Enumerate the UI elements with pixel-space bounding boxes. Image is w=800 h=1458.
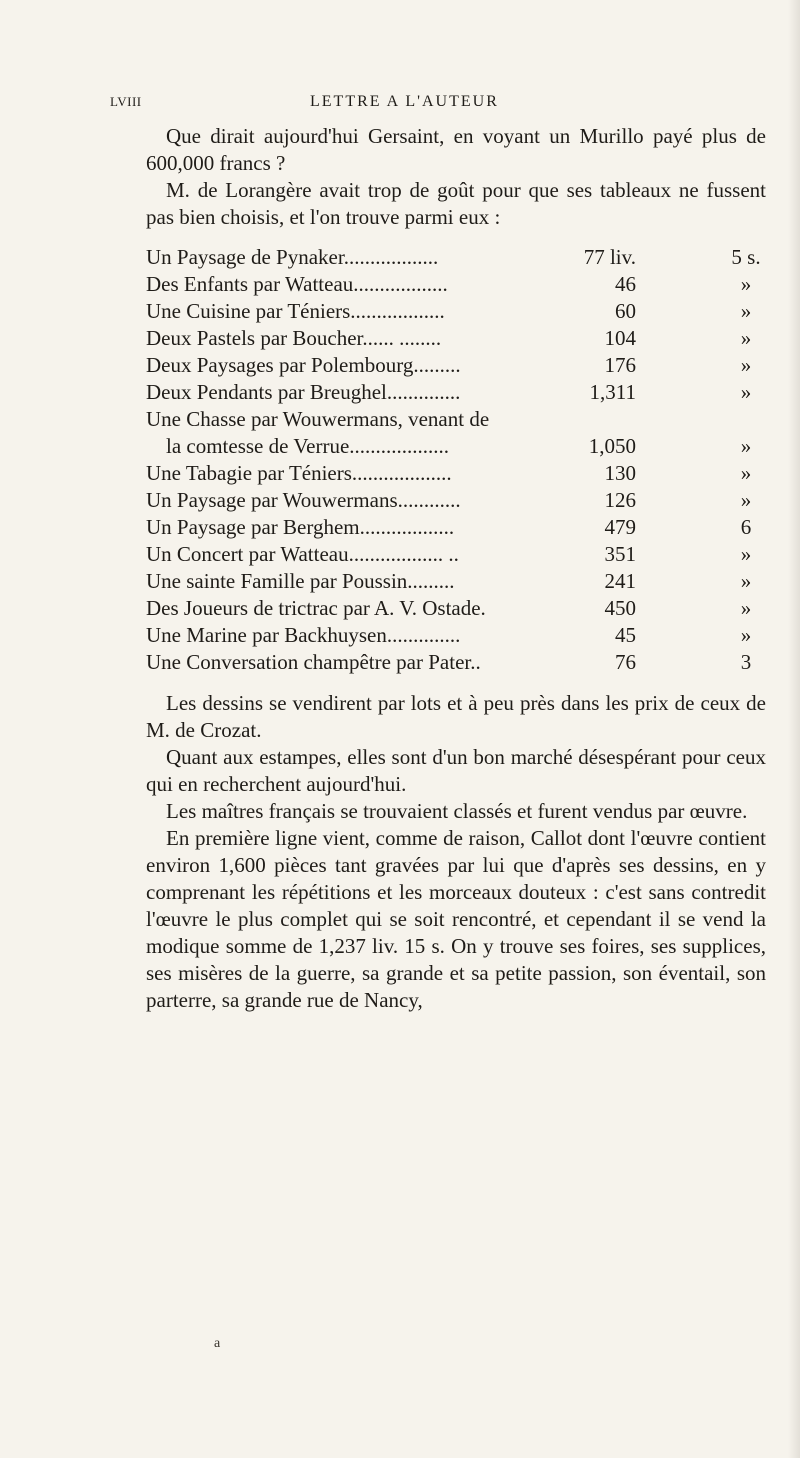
price-row xyxy=(146,244,766,271)
price-row xyxy=(146,379,766,406)
page-edge-shadow xyxy=(788,0,800,1458)
price-livres: 46 xyxy=(615,272,636,296)
artwork-name: Une Conversation champêtre par Pater.. xyxy=(146,650,481,674)
price-sous: » xyxy=(740,461,752,485)
artwork-name: Un Paysage par Wouwermans............ xyxy=(146,488,461,512)
artwork-name-line1: Une Chasse par Wouwermans, venant de xyxy=(146,407,490,431)
price-row xyxy=(146,352,766,379)
price-row xyxy=(146,271,766,298)
paragraph: Quant aux estampes, elles sont d'un bon marché désespérant pour ceux qui en recherchent aujourd'hui. xyxy=(146,745,766,796)
artwork-name: Un Paysage de Pynaker.................. xyxy=(146,245,439,269)
artwork-name xyxy=(146,406,586,460)
paragraph: Les dessins se vendirent par lots et à peu près dans les prix de ceux de M. de Crozat. xyxy=(146,691,766,742)
price-livres: 45 xyxy=(615,623,636,647)
artwork-name: Un Paysage par Berghem.................. xyxy=(146,515,455,539)
price-sous: 3 xyxy=(740,650,752,674)
artwork-name: Une sainte Famille par Poussin......... xyxy=(146,569,455,593)
price-row xyxy=(146,595,766,622)
price-row xyxy=(146,541,766,568)
price-sous: » xyxy=(740,488,752,512)
price-row xyxy=(146,514,766,541)
body-text xyxy=(146,690,766,1014)
price-sous: » xyxy=(740,623,752,647)
price-livres: 60 xyxy=(615,299,636,323)
intro-paragraph: M. de Lorangère avait trop de goût pour que ses tableaux ne fussent pas bien choisis, et l'on trouve parmi eux : xyxy=(146,178,766,229)
price-sous: » xyxy=(740,272,752,296)
price-row xyxy=(146,649,766,676)
paragraph: Les maîtres français se trouvaient classés et furent vendus par œuvre. xyxy=(166,799,748,823)
price-sous: » xyxy=(740,596,752,620)
price-livres: 104 xyxy=(604,326,636,350)
artwork-name: Des Joueurs de trictrac par A. V. Ostade. xyxy=(146,596,486,620)
price-livres: 479 xyxy=(604,515,636,539)
price-row xyxy=(146,460,766,487)
price-sous: 5 s. xyxy=(731,245,761,269)
artwork-name: Une Tabagie par Téniers................... xyxy=(146,461,452,485)
price-row xyxy=(146,622,766,649)
price-row xyxy=(146,568,766,595)
running-title: LETTRE A L'AUTEUR xyxy=(310,93,499,110)
intro xyxy=(146,123,766,231)
price-livres: 241 xyxy=(604,569,636,593)
price-row xyxy=(146,406,766,460)
price-livres: 126 xyxy=(604,488,636,512)
price-sous: » xyxy=(740,326,752,350)
artwork-name: Deux Pastels par Boucher...... ........ xyxy=(146,326,442,350)
page-header xyxy=(0,93,800,117)
price-sous: 6 xyxy=(740,515,752,539)
price-sous: » xyxy=(740,380,752,404)
price-livres: 130 xyxy=(604,461,636,485)
price-livres: 77 liv. xyxy=(583,245,636,269)
price-livres: 176 xyxy=(604,353,636,377)
price-sous: » xyxy=(740,299,752,323)
artwork-name: Une Cuisine par Téniers.................. xyxy=(146,299,445,323)
price-sous: » xyxy=(740,542,752,566)
page-content xyxy=(146,123,766,1014)
price-row xyxy=(146,298,766,325)
price-row xyxy=(146,487,766,514)
price-list xyxy=(146,244,766,676)
price-livres: 1,311 xyxy=(589,380,636,404)
price-sous: » xyxy=(740,434,752,458)
price-livres: 351 xyxy=(604,542,636,566)
price-livres: 450 xyxy=(604,596,636,620)
page-number: LVIII xyxy=(110,94,142,109)
price-livres: 76 xyxy=(615,650,636,674)
artwork-name: Un Concert par Watteau.................. .. xyxy=(146,542,459,566)
artwork-name: Deux Paysages par Polembourg......... xyxy=(146,353,461,377)
signature-mark: a xyxy=(214,1336,221,1351)
artwork-name: Des Enfants par Watteau.................. xyxy=(146,272,448,296)
price-sous: » xyxy=(740,353,752,377)
price-row xyxy=(146,325,766,352)
artwork-name: Une Marine par Backhuysen.............. xyxy=(146,623,461,647)
artwork-name: Deux Pendants par Breughel.............. xyxy=(146,380,461,404)
intro-paragraph: Que dirait aujourd'hui Gersaint, en voyant un Murillo payé plus de 600,000 francs ? xyxy=(146,124,766,175)
artwork-name-line2: la comtesse de Verrue................... xyxy=(166,434,450,458)
price-livres: 1,050 xyxy=(588,434,636,458)
paragraph: En première ligne vient, comme de raison, Callot dont l'œuvre contient environ 1,600 pièces tant gravées par lui que d'après ses dessins, en y comprenant les répétitions et les morceaux douteux : c'est sans contredit l'œuvre le plus complet qui se soit rencontré, et cependant il se vend la modique somme de 1,237 liv. 15 s. On y trouve ses foires, ses supplices, ses misères de la guerre, sa grande et sa petite passion, son éventail, son parterre, sa grande rue de Nancy, xyxy=(146,826,766,1012)
price-sous: » xyxy=(740,569,752,593)
